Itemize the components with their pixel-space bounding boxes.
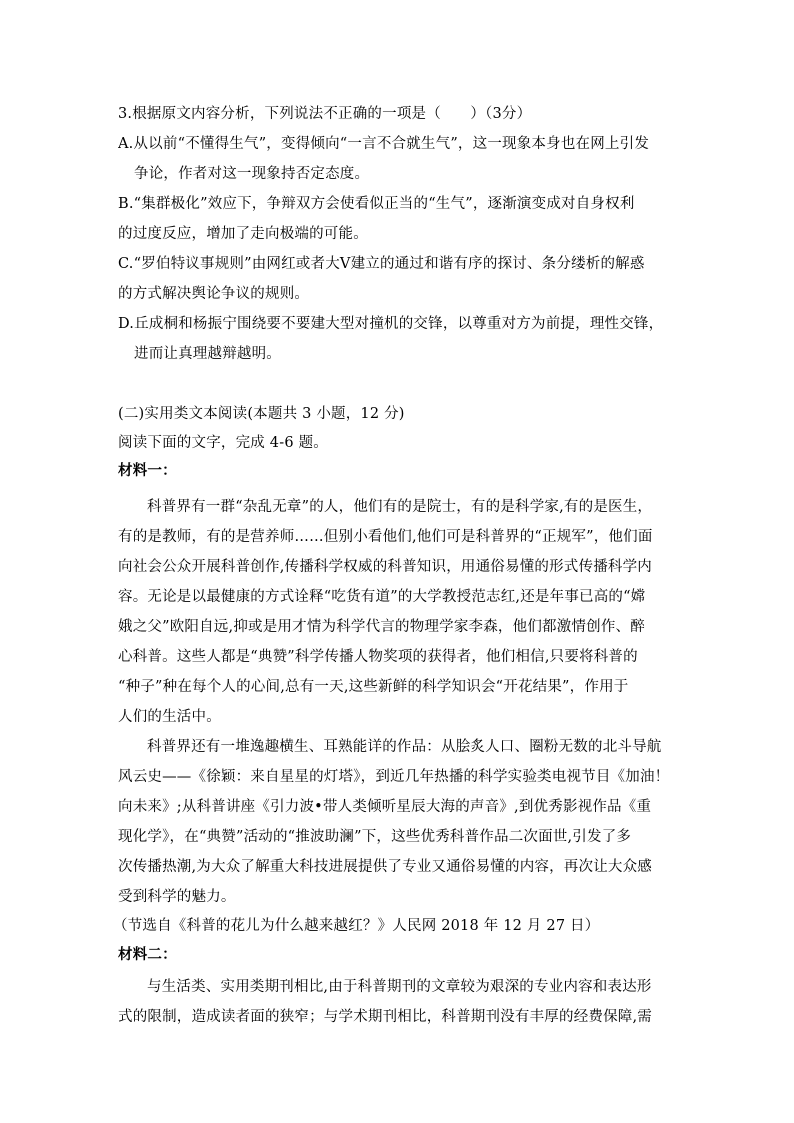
material-1-label: 材料一：	[118, 462, 177, 479]
option-b-line-2: 的过度反应，增加了走向极端的可能。	[118, 226, 368, 242]
section-instruction: 阅读下面的文字，完成 4-6 题。	[118, 435, 328, 451]
material-1-p1-line: “种子”种在每个人的心间,总有一天,这些新鲜的科学知识会“开花结果”，作用于	[118, 679, 629, 695]
material-1-p1-line: 向社会公众开展科普创作,传播科学权威的科普知识，用通俗易懂的形式传播科学内	[118, 559, 653, 575]
material-1-p1-line: 娥之父”欧阳自远,抑或是用才情为科学代言的物理学家李森，他们都激情创作、醉	[118, 619, 645, 635]
material-1-p2-line: 科普界还有一堆逸趣横生、耳熟能详的作品：从脍炙人口、圈粉无数的北斗导航	[147, 739, 662, 755]
option-b-line-1: B.“集群极化”效应下，争辩双方会使看似正当的“生气”，逐渐演变成对自身权利	[118, 196, 635, 212]
material-2-p1-line: 式的限制，造成读者面的狭窄；与学术期刊相比，科普期刊没有丰厚的经费保障,需	[118, 1009, 653, 1025]
material-1-p1-line: 有的是教师，有的是营养师……但别小看他们,他们可是科普界的“正规军”，他们面	[118, 529, 653, 545]
material-1-p2-line: 现化学》，在“典赞”活动的“推波助澜”下，这些优秀科普作品二次面世,引发了多	[118, 829, 632, 845]
material-1-p1-line: 容。无论是以最健康的方式诠释“吃货有道”的大学教授范志红,还是年事已高的“嫦	[118, 589, 646, 605]
material-1-p2-line: 受到科学的魅力。	[118, 889, 236, 905]
option-a-line-2: 争论，作者对这一现象持否定态度。	[134, 166, 370, 182]
material-1-p2-line: 次传播热潮,为大众了解重大科技进展提供了专业又通俗易懂的内容，再次让大众感	[118, 859, 653, 875]
material-1-p2-line: 向未来》;从科普讲座《引力波•带人类倾听星辰大海的声音》,到优秀影视作品《重	[118, 799, 652, 815]
question-3-stem: 3.根据原文内容分析，下列说法不正确的一项是（ ）（3分）	[118, 106, 532, 122]
option-d-line-2: 进而让真理越辩越明。	[134, 346, 281, 362]
option-c-line-2: 的方式解决舆论争议的规则。	[118, 286, 310, 302]
material-1-p1-line: 心科普。这些人都是“典赞”科学传播人物奖项的获得者，他们相信,只要将科普的	[118, 649, 638, 665]
material-2-label: 材料二：	[118, 946, 177, 963]
material-2-p1-line: 与生活类、实用类期刊相比,由于科普期刊的文章较为艰深的专业内容和表达形	[147, 979, 652, 995]
option-a-line-1: A.从以前“不懂得生气”，变得倾向“一言不合就生气”，这一现象本身也在网上引发	[118, 136, 650, 152]
material-1-p2-line: 风云史——《徐颖：来自星星的灯塔》，到近几年热播的科学实验类电视节目《加油！	[118, 769, 670, 785]
material-1-p1-line: 人们的生活中。	[118, 709, 221, 725]
option-d-line-1: D.丘成桐和杨振宁围绕要不要建大型对撞机的交锋，以尊重对方为前提，理性交锋，	[118, 316, 664, 332]
option-c-line-1: C.“罗伯特议事规则”由网红或者大V建立的通过和谐有序的探讨、条分缕析的解惑	[118, 256, 645, 272]
material-1-p1-line: 科普界有一群“杂乱无章”的人，他们有的是院士，有的是科学家,有的是医生，	[147, 499, 653, 515]
section-heading: (二)实用类文本阅读(本题共 3 小题，12 分)	[118, 406, 405, 422]
material-1-source: （节选自《科普的花儿为什么越来越红？》人民网 2018 年 12 月 27 日）	[113, 918, 600, 934]
